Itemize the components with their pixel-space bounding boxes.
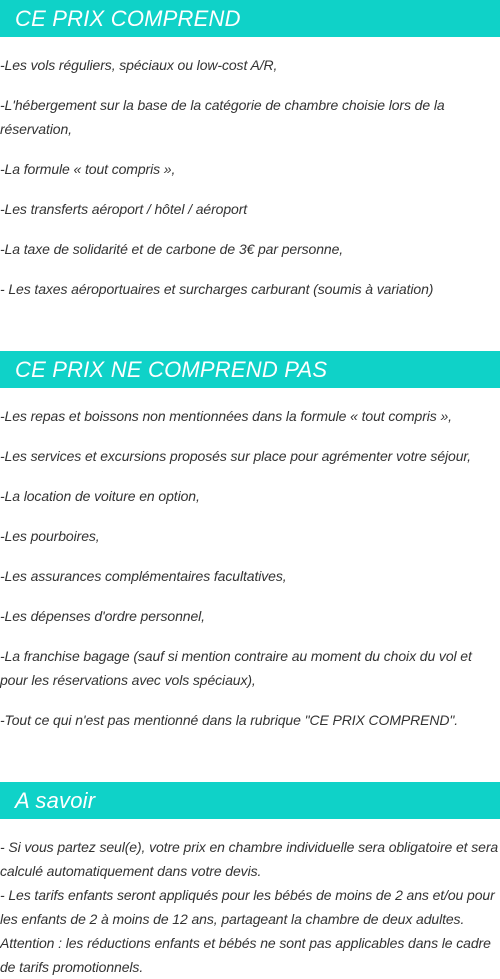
- section-not-included: [0, 351, 500, 732]
- list-item: -La location de voiture en option,: [0, 488, 200, 504]
- list-item: -Les vols réguliers, spéciaux ou low-cost A/R,: [0, 57, 278, 73]
- list-item: -La formule « tout compris »,: [0, 161, 176, 177]
- included-list: [0, 37, 500, 301]
- list-item: -Les transferts aéroport / hôtel / aéroport: [0, 201, 248, 217]
- list-item: -Les pourboires,: [0, 528, 100, 544]
- list-item: - Les taxes aéroportuaires et surcharges carburant (soumis à variation): [0, 281, 434, 297]
- section-title: A savoir: [15, 787, 96, 813]
- list-item: -Les dépenses d'ordre personnel,: [0, 608, 205, 624]
- list-item: -Tout ce qui n'est pas mentionné dans la rubrique "CE PRIX COMPREND".: [0, 712, 459, 728]
- note-item: - Si vous partez seul(e), votre prix en chambre individuelle sera obligatoire et sera calculé automatiquement dans votre devis.: [0, 839, 499, 879]
- list-item: -Les assurances complémentaires facultatives,: [0, 568, 287, 584]
- section-header-good-to-know: [0, 782, 500, 819]
- section-included: [0, 0, 500, 301]
- list-item: -Les repas et boissons non mentionnées dans la formule « tout compris »,: [0, 408, 452, 424]
- list-item: -L'hébergement sur la base de la catégorie de chambre choisie lors de la réservation,: [0, 97, 445, 137]
- not-included-list: [0, 388, 500, 732]
- list-item: -La taxe de solidarité et de carbone de 3€ par personne,: [0, 241, 344, 257]
- good-to-know-notes: [0, 819, 500, 979]
- note-item: Attention : les réductions enfants et bébés ne sont pas applicables dans le cadre de tarifs promotionnels.: [0, 935, 491, 975]
- section-title: CE PRIX COMPREND: [15, 5, 241, 31]
- note-item: - Les tarifs enfants seront appliqués pour les bébés de moins de 2 ans et/ou pour les enfants de 2 à moins de 12 ans, partageant la chambre de deux adultes.: [0, 887, 495, 927]
- list-item: -Les services et excursions proposés sur place pour agrémenter votre séjour,: [0, 448, 471, 464]
- list-item: -La franchise bagage (sauf si mention contraire au moment du choix du vol et pour les réservations avec vols spéciaux),: [0, 648, 472, 688]
- section-header-not-included: [0, 351, 500, 388]
- section-good-to-know: [0, 782, 500, 979]
- section-header-included: [0, 0, 500, 37]
- section-title: CE PRIX NE COMPREND PAS: [15, 356, 328, 382]
